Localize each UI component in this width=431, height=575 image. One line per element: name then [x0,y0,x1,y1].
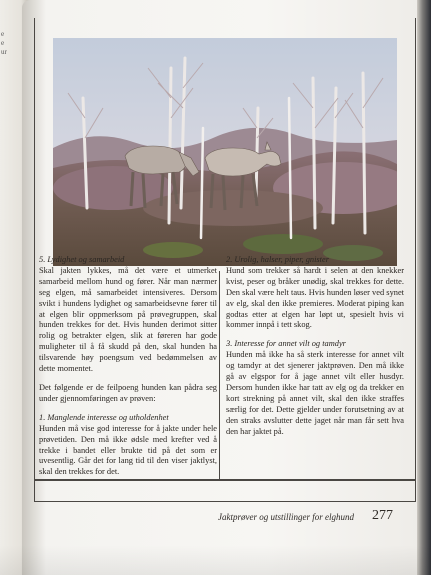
right-column [226,255,404,438]
moose-photo [53,38,397,266]
book-edge [417,0,431,575]
page-number: 277 [372,508,393,523]
intro-text: Det følgende er de feilpoeng hunden kan pådra seg under gjennomføringen av prøven: [39,382,217,403]
section1-text: Hunden må vise god interesse for å jakte under hele prøvetiden. Den må ikke ødsle med krefter ved å trekke i bandet eller brukte tid på det som er uvesentlig. Går det for lang tid til den viser jaktlyst, skal den trekkes for det. [39,423,217,477]
section3-heading: 3. Interesse for annet vilt og tamdyr [226,339,346,349]
section5-text: Skal jakten lykkes, må det være et utmerket samarbeid mellom hund og fører. Når man nærmer seg elgen, må samarbeidet intensiveres. Dersom svikt i hundens lydighet og samarbeidsevne fører til at elgen blir oppmerksom på prøvegruppen, skal hunden trekkes for det. Hvis hunden derimot sitter rolig og betrakter elgen, slik at føreren har gode muligheter til å få skudd på den, skal hunden ha tilsvarende høy poengsum ved bedømmelsen av dette momentet. [39,265,217,374]
book-page [22,0,424,575]
section1-heading: 1. Manglende interesse og utholdenhet [39,412,169,422]
facing-page-fragment-line: ur [1,48,7,56]
running-title: Jaktprøver og utstillinger for elghund [218,512,354,522]
section2-heading: 2. Urolig, halser, piper, gnister [226,255,329,264]
facing-page-fragment-line: e [1,39,5,47]
section2-text: Hund som trekker så hardt i selen at den knekker kvist, peser og bråker unødig, skal trekkes for dette. Den skal være helt taus. Hvis hunden løser ved synet av elg, skal den ikke premieres. Moderat piping kan godtas etter at elgen har løpt ut, spesielt hvis vi kommer innpå i tett skog. [226,265,404,330]
left-column [39,255,217,478]
column-divider [219,271,220,479]
section3-text: Hunden må ikke ha så sterk interesse for annet vilt og tamdyr at det sjenerer jaktprøven. Den må ikke gå av elgspor for å jage annet vilt eller husdyr. Dersom hunden ikke har tatt av elg og da trekker en kort strekning på annet vilt, skal den ikke straffes særlig for det. Dette gjelder under forutsetning av at den straks avslutter dette jaget når man får sett hva den har jaktet på. [226,350,404,436]
footer-rule [35,479,415,481]
facing-page-fragment-line: e [1,30,5,38]
section5-heading: 5. Lydighet og samarbeid [39,255,125,264]
